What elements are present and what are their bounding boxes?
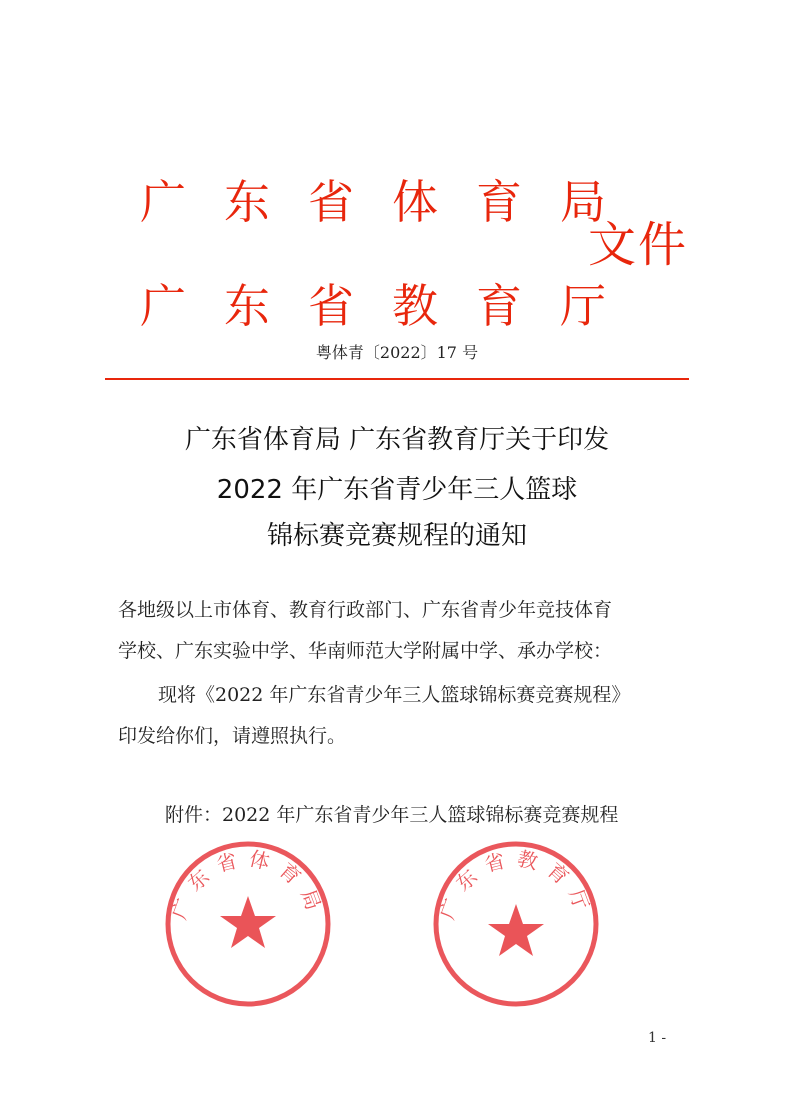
seal-education-dept — [426, 834, 606, 1014]
seal-1-text: 广东省体育局 — [166, 846, 330, 923]
recipients-line-1: 各地级以上市体育、教育行政部门、广东省青少年竞技体育 — [118, 599, 613, 621]
attachment-line: 附件：2022 年广东省青少年三人篮球锦标赛竞赛规程 — [165, 804, 619, 826]
body-paragraph-line-1: 现将《2022 年广东省青少年三人篮球锦标赛竞赛规程》 — [158, 684, 631, 706]
recipients-line-2: 学校、广东实验中学、华南师范大学附属中学、承办学校： — [118, 640, 613, 662]
issuer-name-education-dept: 广东省教育厅 — [140, 279, 644, 333]
title-line-2: 2022 年广东省青少年三人篮球 — [216, 475, 578, 505]
red-header-rule — [105, 378, 689, 380]
document-number: 粤体青〔2022〕17 号 — [315, 343, 479, 362]
seal-star-icon — [220, 896, 276, 948]
body-paragraph-line-2: 印发给你们，请遵照执行。 — [118, 725, 347, 747]
seal-sports-bureau — [158, 834, 338, 1014]
document-type-label: 文件 — [588, 217, 689, 273]
title-line-3: 锦标赛竞赛规程的通知 — [266, 521, 527, 551]
issuer-name-sports-bureau: 广东省体育局 — [140, 175, 644, 229]
page-number: 1 - — [648, 1030, 667, 1046]
seal-star-icon — [488, 904, 544, 956]
seal-2-text: 广东省教育厅 — [434, 846, 598, 923]
title-line-1: 广东省体育局 广东省教育厅关于印发 — [184, 425, 610, 455]
